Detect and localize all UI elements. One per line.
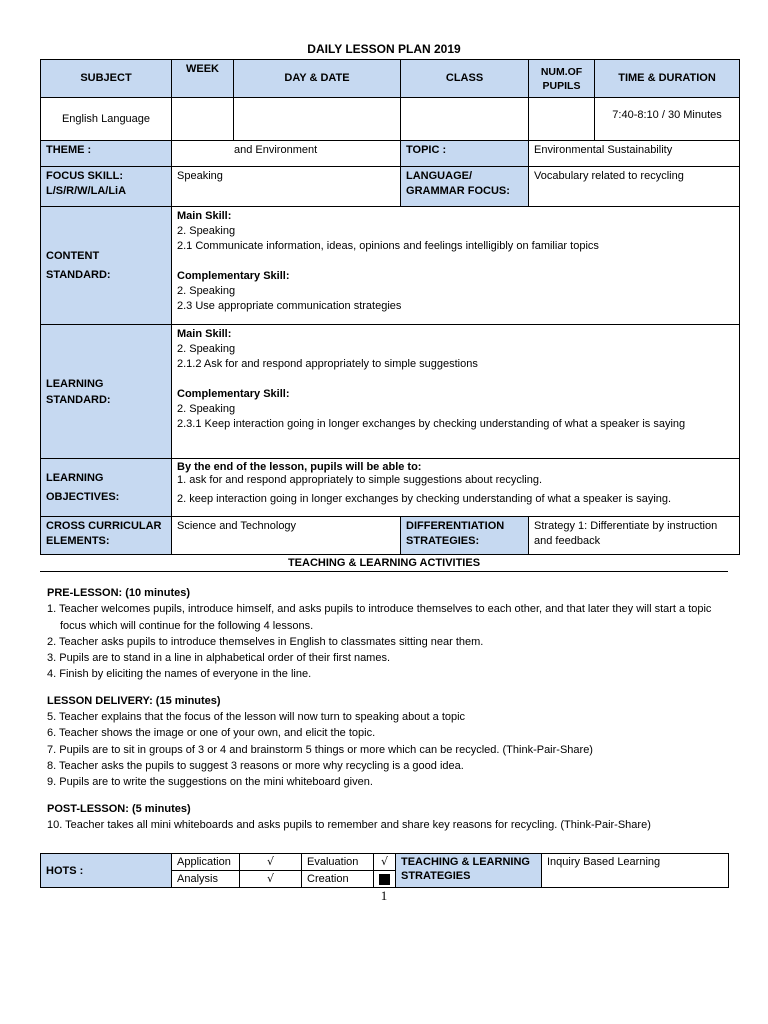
- time-duration-label: TIME & DURATION: [595, 60, 740, 98]
- lesson-delivery-heading: LESSON DELIVERY: (15 minutes): [47, 694, 221, 707]
- time-duration-value: 7:40-8:10 / 30 Minutes: [595, 98, 740, 141]
- activity-item: 1. Teacher welcomes pupils, introduce himself, and asks pupils to introduce themselves to each other, and that later they will start a topic focus which will continue for the following 4 lessons.: [47, 603, 712, 632]
- learning-objectives-value: By the end of the lesson, pupils will be able to: 1. ask for and respond appropriately to simple suggestions about recycling. 2. keep interaction going in longer exchanges by checking understanding of what a speaker is saying.: [172, 459, 740, 517]
- differentiation-value: Strategy 1: Differentiate by instruction and feedback: [529, 517, 740, 555]
- divider: [40, 571, 728, 572]
- week-label: WEEK: [172, 60, 234, 98]
- activity-item: 9. Pupils are to write the suggestions on the mini whiteboard given.: [47, 776, 373, 789]
- theme-label: THEME :: [41, 141, 172, 167]
- filled-square-icon: [379, 874, 390, 885]
- focus-skill-value: Speaking: [172, 167, 401, 207]
- activity-item: 3. Pupils are to stand in a line in alphabetical order of their first names.: [47, 652, 391, 665]
- hots-label: HOTS :: [41, 854, 172, 888]
- topic-label: TOPIC :: [401, 141, 529, 167]
- focus-skill-label: FOCUS SKILL: L/S/R/W/LA/LiA: [41, 167, 172, 207]
- activity-item: 5. Teacher explains that the focus of the lesson will now turn to speaking about a topic: [47, 711, 466, 724]
- activities-title: TEACHING & LEARNING ACTIVITIES: [287, 557, 481, 569]
- pre-lesson-heading: PRE-LESSON: (10 minutes): [47, 587, 191, 599]
- subject-value: English Language: [41, 98, 172, 141]
- objective-item: 1. ask for and respond appropriately to simple suggestions about recycling.: [177, 474, 543, 486]
- hots-application-label: Application: [172, 854, 240, 871]
- post-lesson-heading: POST-LESSON: (5 minutes): [47, 802, 191, 815]
- activity-item: 4. Finish by eliciting the names of everyone in the line.: [47, 668, 312, 681]
- hots-analysis-label: Analysis: [172, 871, 240, 888]
- theme-value: and Environment: [172, 141, 401, 167]
- hots-application-check: √: [240, 854, 302, 871]
- hots-creation-label: Creation: [302, 871, 374, 888]
- topic-value: Environmental Sustainability: [529, 141, 740, 167]
- learning-standard-label: LEARNING STANDARD:: [41, 325, 172, 459]
- activity-item: 6. Teacher shows the image or one of your own, and elicit the topic.: [47, 727, 376, 740]
- hots-creation-check: [374, 871, 396, 888]
- week-value: [172, 98, 234, 141]
- learning-objectives-label: LEARNING OBJECTIVES:: [41, 459, 172, 517]
- num-pupils-label: NUM.OF PUPILS: [529, 60, 595, 98]
- hots-table: [40, 853, 729, 888]
- teaching-strategies-label: TEACHING & LEARNING STRATEGIES: [396, 854, 542, 888]
- content-standard-label: CONTENT STANDARD:: [41, 207, 172, 325]
- differentiation-label: DIFFERENTIATION STRATEGIES:: [401, 517, 529, 555]
- hots-analysis-check: √: [240, 871, 302, 888]
- day-date-value: [234, 98, 401, 141]
- hots-evaluation-label: Evaluation: [302, 854, 374, 871]
- class-value: [401, 98, 529, 141]
- activity-item: 2. Teacher asks pupils to introduce themselves in English to classmates sitting near them.: [47, 635, 484, 648]
- activities-section: [47, 583, 727, 833]
- learning-standard-value: Main Skill: 2. Speaking 2.1.2 Ask for and respond appropriately to simple suggestions Complementary Skill: 2. Speaking 2.3.1 Keep interaction going in longer exchanges by checking understanding of what a speaker is saying: [172, 325, 740, 459]
- objective-item: 2. keep interaction going in longer exchanges by checking understanding of what a speaker is saying.: [177, 493, 672, 505]
- num-pupils-value: [529, 98, 595, 141]
- activity-item: 7. Pupils are to sit in groups of 3 or 4 and brainstorm 5 things or more which can be recycled. (Think-Pair-Share): [47, 743, 593, 756]
- cross-curricular-label: CROSS CURRICULAR ELEMENTS:: [41, 517, 172, 555]
- page-number: 1: [380, 888, 388, 903]
- class-label: CLASS: [401, 60, 529, 98]
- hots-evaluation-check: √: [374, 854, 396, 871]
- page-title: DAILY LESSON PLAN 2019: [307, 42, 461, 56]
- subject-label: SUBJECT: [41, 60, 172, 98]
- lesson-plan-table: [40, 59, 740, 555]
- content-standard-value: Main Skill: 2. Speaking 2.1 Communicate information, ideas, opinions and feelings intelligibly on familiar topics Complementary Skill: 2. Speaking 2.3 Use appropriate communication strategies: [172, 207, 740, 325]
- cross-curricular-value: Science and Technology: [172, 517, 401, 555]
- day-date-label: DAY & DATE: [234, 60, 401, 98]
- activity-item: 10. Teacher takes all mini whiteboards and asks pupils to remember and share key reasons for recycling. (Think-Pair-Share): [47, 818, 651, 831]
- grammar-focus-value: Vocabulary related to recycling: [529, 167, 740, 207]
- grammar-focus-label: LANGUAGE/ GRAMMAR FOCUS:: [401, 167, 529, 207]
- activity-item: 8. Teacher asks the pupils to suggest 3 reasons or more why recycling is a good idea.: [47, 759, 464, 772]
- teaching-strategies-value: Inquiry Based Learning: [542, 854, 729, 888]
